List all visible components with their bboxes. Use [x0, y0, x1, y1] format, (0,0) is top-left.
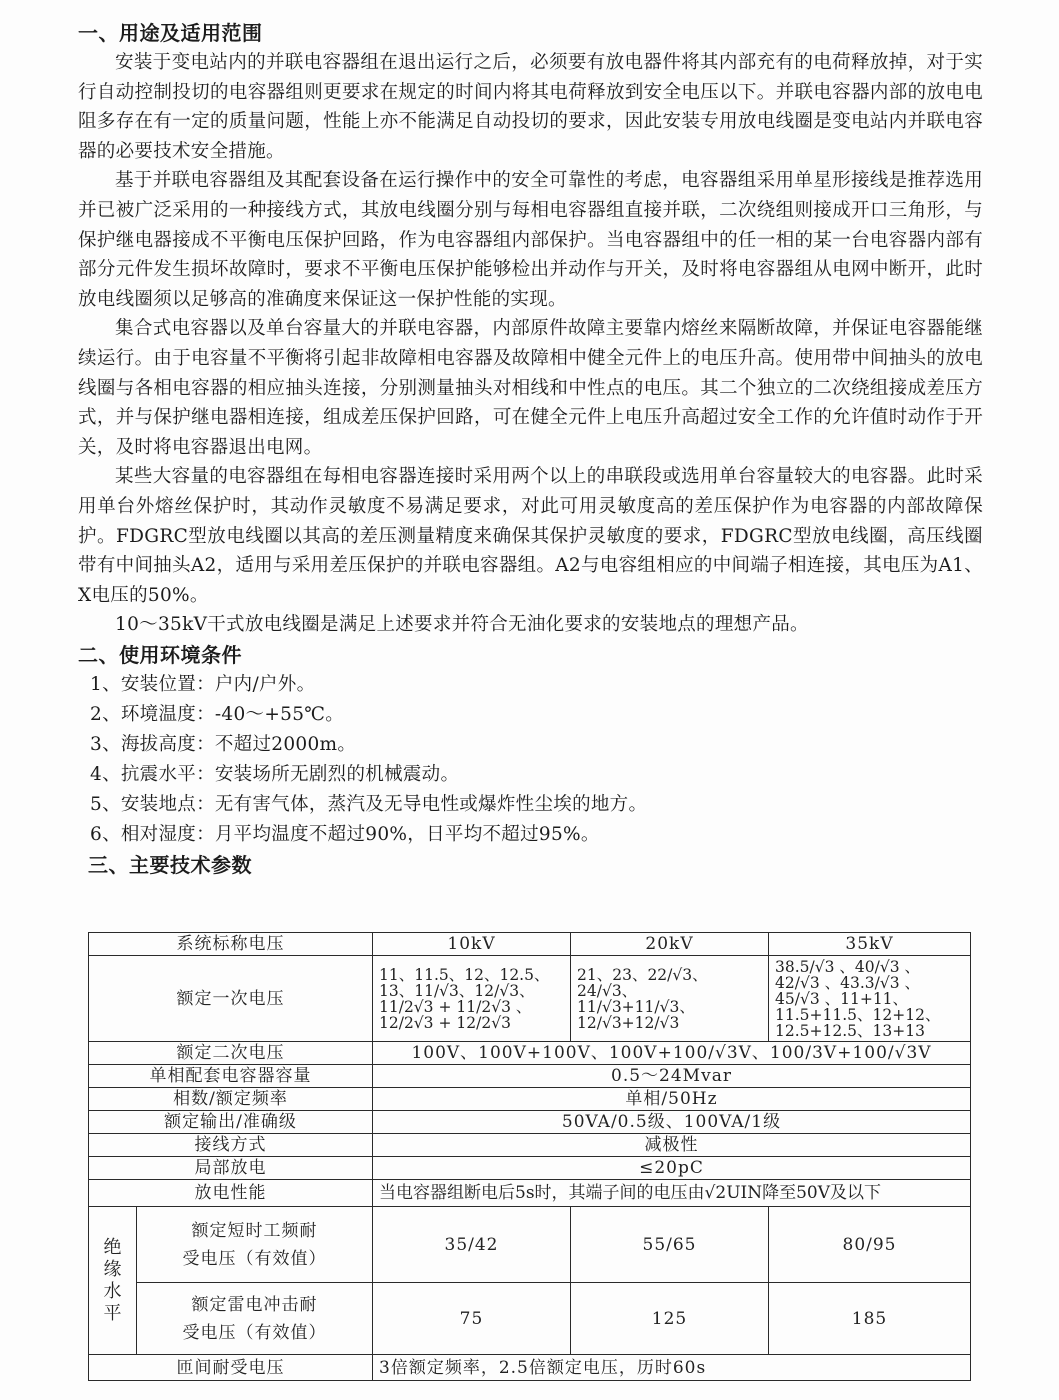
conditions-list — [78, 670, 983, 850]
section1-paragraph: 10～35kV干式放电线圈是满足上述要求并符合无油化要求的安装地点的理想产品。 — [115, 614, 809, 636]
row-label: 额定一次电压 — [89, 956, 373, 1042]
table-cell: 125 — [571, 1283, 769, 1355]
table-cell: 38.5/√3 、40/√3 、 42/√3 、43.3/√3 、 45/√3 、11+11、 11.5+11.5、12+12、 12.5+12.5、13+13 — [769, 956, 971, 1042]
condition-item: 4、抗震水平：安装场所无剧烈的机械震动。 — [90, 763, 460, 785]
table-cell: 35/42 — [373, 1207, 571, 1283]
table-cell: 100V、100V+100V、100V+100/√3V、100/3V+100/√3V — [373, 1042, 971, 1065]
section1-paragraph: 基于并联电容器组及其配套设备在运行操作中的安全可靠性的考虑，电容器组采用单星形接线是推荐选用并已被广泛采用的一种接线方式，其放电线圈分别与每相电容器组直接并联，二次绕组则接成开口三角形，与保护继电器接成不平衡电压保护回路，作为电容器组内部保护。当电容器组中的任一相的某一台电容器内部有部分元件发生损坏故障时，要求不平衡电压保护能够检出并动作与开关，及时将电容器组从电网中断开，此时放电线圈须以足够高的准确度来保证这一保护性能的实现。 — [78, 170, 983, 310]
condition-item: 5、安装地点：无有害气体，蒸汽及无导电性或爆炸性尘埃的地方。 — [90, 793, 648, 815]
table-cell: 当电容器组断电后5s时，其端子间的电压由√2UIN降至50V及以下 — [373, 1180, 971, 1207]
table-header-cell: 35kV — [769, 933, 971, 956]
table-row — [89, 1355, 971, 1381]
section1-paragraph: 安装于变电站内的并联电容器组在退出运行之后，必须要有放电器件将其内部充有的电荷释放掉，对于实行自动控制投切的电容器组则更要求在规定的时间内将其电荷释放到安全电压以下。并联电容器内部的放电电阻多存在有一定的质量问题，性能上亦不能满足自动投切的要求，因此安装专用放电线圈是变电站内并联电容器的必要技术安全措施。 — [78, 52, 983, 162]
row-label: 额定雷电冲击耐 受电压（有效值） — [137, 1283, 373, 1355]
row-label: 额定二次电压 — [89, 1042, 373, 1065]
row-label: 放电性能 — [89, 1180, 373, 1207]
table-cell: 单相/50Hz — [373, 1088, 971, 1111]
table-cell: 185 — [769, 1283, 971, 1355]
row-label: 局部放电 — [89, 1157, 373, 1180]
table-row — [89, 1065, 971, 1088]
condition-item: 6、相对湿度：月平均温度不超过90%，日平均不超过95%。 — [90, 823, 600, 845]
table-cell: 80/95 — [769, 1207, 971, 1283]
insulation-group-label: 绝 缘 水 平 — [89, 1207, 137, 1355]
row-label: 单相配套电容器容量 — [89, 1065, 373, 1088]
table-row — [89, 1207, 971, 1283]
table-row — [89, 1042, 971, 1065]
table-row — [89, 933, 971, 956]
tech-params-table — [88, 932, 971, 1381]
table-header-cell: 20kV — [571, 933, 769, 956]
section1-paragraph: 某些大容量的电容器组在每相电容器连接时采用两个以上的串联段或选用单台容量较大的电容器。此时采用单台外熔丝保护时，其动作灵敏度不易满足要求，对此可用灵敏度高的差压保护作为电容器的内部故障保护。FDGRC型放电线圈以其高的差压测量精度来确保其保护灵敏度的要求，FDGRC型放电线圈，高压线圈带有中间抽头A2，适用与采用差压保护的并联电容器组。A2与电容组相应的中间端子相连接，其电压为A1、X电压的50%。 — [78, 466, 983, 606]
section1-paragraph: 集合式电容器以及单台容量大的并联电容器，内部原件故障主要靠内熔丝来隔断故障，并保证电容器能继续运行。由于电容量不平衡将引起非故障相电容器及故障相中健全元件上的电压升高。使用带中间抽头的放电线圈与各相电容器的相应抽头连接，分别测量抽头对相线和中性点的电压。其二个独立的二次绕组接成差压方式，并与保护继电器相连接，组成差压保护回路，可在健全元件上电压升高超过安全工作的允许值时动作于开关，及时将电容器退出电网。 — [78, 318, 983, 458]
document-page — [78, 18, 983, 880]
table-row — [89, 1180, 971, 1207]
table-cell: 减极性 — [373, 1134, 971, 1157]
section2-title: 二、使用环境条件 — [78, 642, 242, 667]
section1-title: 一、用途及适用范围 — [78, 21, 263, 45]
condition-item: 3、海拔高度：不超过2000m。 — [90, 733, 357, 755]
table-row — [89, 1157, 971, 1180]
row-label: 匝间耐受电压 — [89, 1355, 373, 1381]
table-cell: ≤20pC — [373, 1157, 971, 1180]
table-cell: 55/65 — [571, 1207, 769, 1283]
table-cell: 11、11.5、12、12.5、 13、11/√3、12/√3、 11/2√3 + 11/2√3 、 12/2√3 + 12/2√3 — [373, 956, 571, 1042]
table-header-cell: 10kV — [373, 933, 571, 956]
row-label: 额定输出/准确级 — [89, 1111, 373, 1134]
table-row — [89, 956, 971, 1042]
section3-title: 三、主要技术参数 — [88, 852, 252, 877]
table-row — [89, 1283, 971, 1355]
table-row — [89, 1088, 971, 1111]
table-row — [89, 1134, 971, 1157]
table-cell: 75 — [373, 1283, 571, 1355]
table-row — [89, 1111, 971, 1134]
condition-item: 2、环境温度：-40～+55℃。 — [90, 703, 345, 725]
table-header-cell: 系统标称电压 — [89, 933, 373, 956]
row-label: 相数/额定频率 — [89, 1088, 373, 1111]
row-label: 额定短时工频耐 受电压（有效值） — [137, 1207, 373, 1283]
row-label: 接线方式 — [89, 1134, 373, 1157]
table-cell: 21、23、22/√3、 24/√3、 11/√3+11/√3、 12/√3+12/√3 — [571, 956, 769, 1042]
table-cell: 3倍额定频率，2.5倍额定电压，历时60s — [373, 1355, 971, 1381]
condition-item: 1、安装位置：户内/户外。 — [90, 673, 316, 695]
table-cell: 50VA/0.5级、100VA/1级 — [373, 1111, 971, 1134]
table-cell: 0.5～24Mvar — [373, 1065, 971, 1088]
